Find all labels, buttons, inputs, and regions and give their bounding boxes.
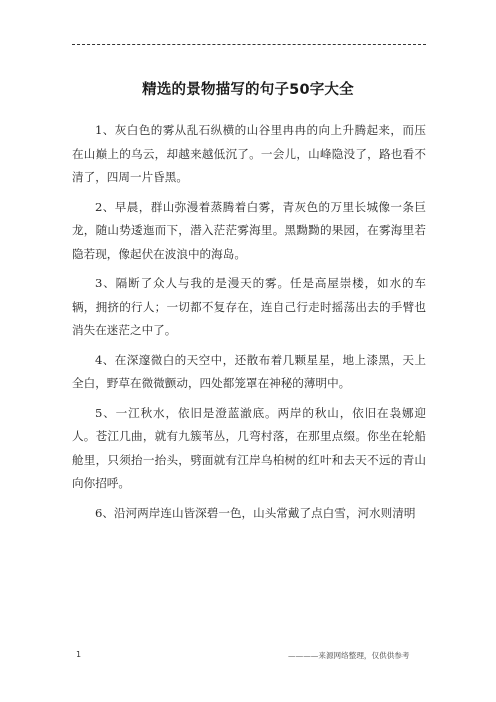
document-body xyxy=(72,119,426,531)
paragraph-6: 6、沿河两岸连山皆深碧一色，山头常戴了点白雪，河水则清明 xyxy=(95,505,416,520)
header-dashed-rule xyxy=(72,44,426,45)
footer-source-note: ————来源网络整理，仅供供参考 xyxy=(288,651,410,660)
document-title: 精选的景物描写的句子50字大全 xyxy=(142,82,354,98)
paragraph-1: 1、灰白色的雾从乱石纵横的山谷里冉冉的向上升腾起来，而压在山巅上的乌云，却越来越低沉了。一会儿，山峰隐没了，路也看不清了，四周一片昏黑。 xyxy=(72,123,426,184)
paragraph-5: 5、一江秋水，依旧是澄蓝澈底。两岸的秋山，依旧在袅娜迎人。苍江几曲，就有九簇苇丛，几弯村落，在那里点缀。你坐在轮船舱里，只须抬一抬头，劈面就有江岸乌桕树的红叶和去天不远的青山向你招呼。 xyxy=(72,405,426,490)
page-number: 1 xyxy=(76,650,82,659)
paragraph-3: 3、隔断了众人与我的是漫天的雾。任是高屋崇楼，如水的车辆，拥挤的行人；一切都不复存在，连自己行走时摇荡出去的手臂也消失在迷茫之中了。 xyxy=(72,276,426,337)
paragraph-2: 2、早晨，群山弥漫着蒸腾着白雾，青灰色的万里长城像一条巨龙，随山势逶迤而下，潜入茫茫雾海里。黑黝黝的果园，在雾海里若隐若现，像起伏在波浪中的海岛。 xyxy=(72,199,426,261)
paragraph-4: 4、在深邃微白的天空中，还散布着几颗星星，地上漆黑，天上全白，野草在微微颤动，四处都笼罩在神秘的薄明中。 xyxy=(72,352,426,390)
